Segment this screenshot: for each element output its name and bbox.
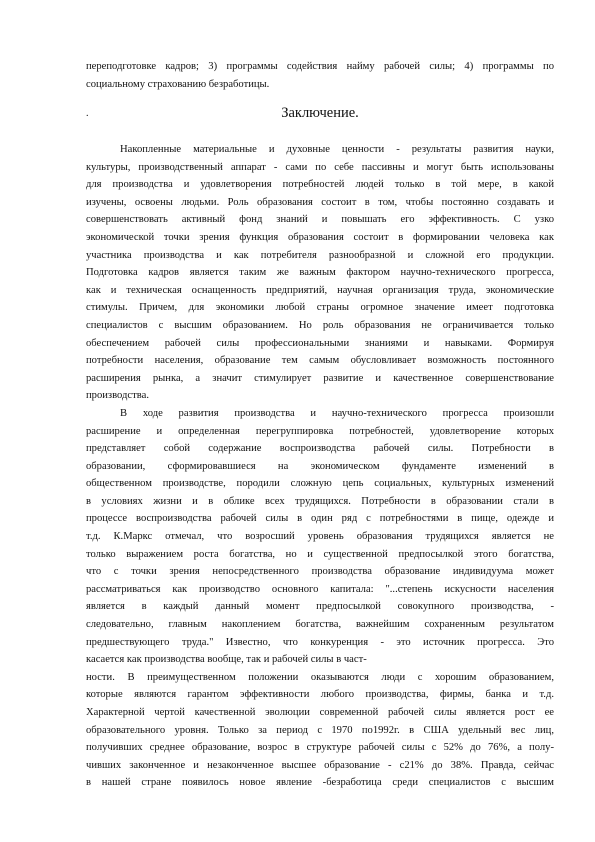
paragraph-1-line: культуры, производственный аппарат - сами по себе пассивны и могут быть использованы <box>86 161 554 173</box>
paragraph-2-line: только выражением роста богатства, но и существенной предпосылкой этого богатства, <box>86 548 554 560</box>
paragraph-1-line: Подготовка кадров является таким же важным фактором научно-технического прогресса, <box>86 267 554 279</box>
section-heading: Заключение. <box>281 105 359 121</box>
paragraph-3-line: в нашей стране появилось новое явление -безработица среди специалистов с высшим <box>86 777 554 789</box>
paragraph-2-line: касается как производства вообще, так и рабочей силы в част- <box>86 654 367 666</box>
paragraph-2-line: общественном производстве, породили сложную цепь социальных, культурных изменений <box>86 478 554 490</box>
paragraph-2-line: расширение и определенная перегруппировка потребностей, удовлетворение которых <box>86 425 554 437</box>
paragraph-2-line: представляет собой содержание воспроизводства рабочей силы. Потребности в <box>86 443 554 455</box>
paragraph-3-line: получивших среднее образование, возрос в структуре рабочей силы с 52% до 76%, а полу- <box>86 742 554 754</box>
paragraph-1-line: потребности населения, образование тем самым обусловливает возможность постоянного <box>86 355 554 367</box>
paragraph-1-line: как и техническая оснащенность предприятий, научная организация труда, экономические <box>86 284 554 296</box>
paragraph-1-line: расширения рынка, а значит стимулирует развитие и качественное совершенствование <box>86 372 554 384</box>
paragraph-2-line: предшествующего труда." Известно, что конкуренция - это источник прогресса. Это <box>86 636 554 648</box>
stray-dot-marker: . <box>86 108 89 119</box>
intro-line-1: переподготовке кадров; 3) программы содействия найму рабочей силы; 4) программы по <box>86 61 554 72</box>
paragraph-1-line: изучены, освоены людьми. Роль образования состоит в том, чтобы постоянно создавать и <box>86 196 554 208</box>
paragraph-3-line: которые являются гарантом эффективности любого производства, фирмы, банка и т.д. <box>86 689 554 701</box>
paragraph-1-line: совершенствовать активный фонд знаний и повышать его эффективность. С узко <box>86 214 554 226</box>
intro-paragraph <box>86 58 554 93</box>
paragraph-2-line: процессе воспроизводства рабочей силы в один ряд с потребностями в пище, одежде и <box>86 513 554 525</box>
paragraph-2-line: следовательно, главным накоплением богатства, важнейшим сохраненным результатом <box>86 619 554 631</box>
paragraph-2-line: рассматриваться как производство основного капитала: "...степень искусности населения <box>86 583 554 595</box>
paragraph-1-line: экономической точки зрения функция образования состоит в формировании человека как <box>86 231 554 243</box>
intro-line-2: социальному страхованию безработицы. <box>86 78 270 90</box>
paragraph-1-line: стимулы. Причем, для экономики любой страны огромное значение имеет подготовка <box>86 302 554 314</box>
conclusion-body <box>86 141 554 792</box>
paragraph-1-line: участника производства и как потребителя разнообразной и сложной его продукции. <box>86 249 554 261</box>
paragraph-1-line: производства. <box>86 390 149 402</box>
paragraph-2-line: является в каждый данный момент предпосылкой совокупного производства, - <box>86 601 554 613</box>
paragraph-2-line: что с точки зрения непосредственного производства образование индивидуума может <box>86 566 554 578</box>
paragraph-1-line: обеспечением рабочей силы профессиональными знаниями и навыками. Формируя <box>86 337 554 349</box>
paragraph-1-line: Накопленные материальные и духовные ценности - результаты развития науки, <box>120 144 554 155</box>
paragraph-1-line: специалистов с высшим образованием. Но роль образования не ограничивается только <box>86 319 554 331</box>
paragraph-3-line: Характерной чертой качественной эволюции современной рабочей силы является рост ее <box>86 707 554 718</box>
paragraph-3-line: ности. В преимущественном положении оказываются люди с хорошим образованием, <box>86 671 554 683</box>
paragraph-2-line: образовании, сформировавшиеся на экономическом фундаменте изменений в <box>86 460 554 472</box>
paragraph-2-line: в условиях жизни и в облике всех трудящихся. Потребности в образовании стали в <box>86 495 554 507</box>
paragraph-2-line: В ходе развития производства и научно-технического прогресса произошли <box>120 407 554 419</box>
paragraph-3-line: чивших законченное и незаконченное высшее образование - с21% до 38%. Правда, сейчас <box>86 759 554 771</box>
paragraph-1-line: для производства и удовлетворения потребностей людей только в той мере, в какой <box>86 179 554 191</box>
paragraph-2-line: т.д. К.Маркс отмечал, что возросший уровень образования трудящихся является не <box>86 531 554 543</box>
paragraph-3-line: образовательного уровня. Только за период с 1970 по1992г. в США удельный вес лиц, <box>86 724 554 736</box>
